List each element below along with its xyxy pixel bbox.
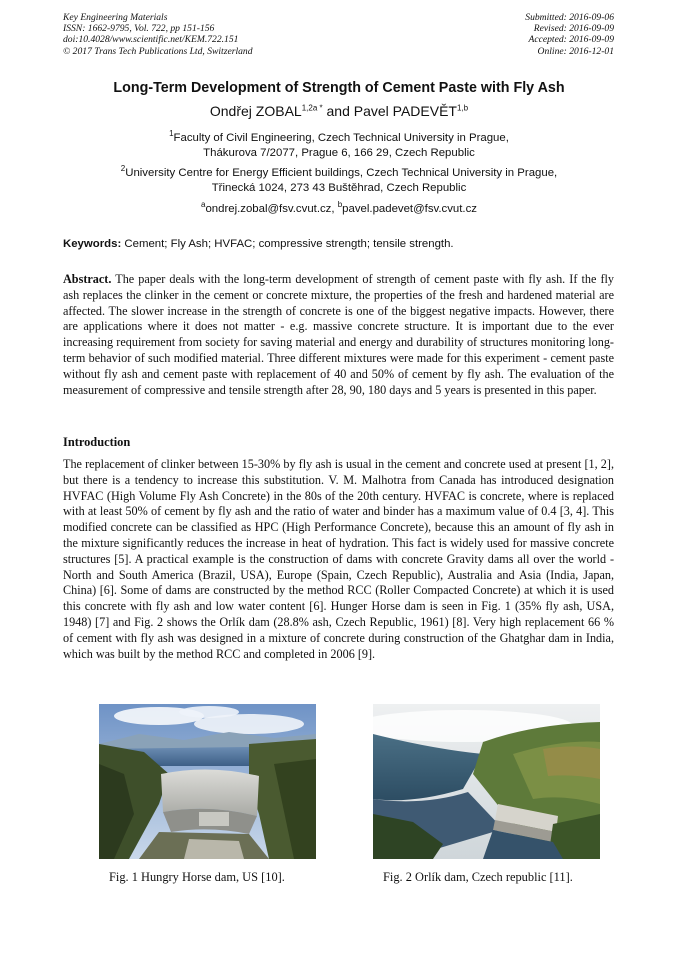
affiliation-2 (0, 166, 678, 196)
affiliation-2-number: 2 (120, 164, 126, 174)
hungry-horse-dam-image (99, 704, 316, 859)
journal-doi: doi:10.4028/www.scientific.net/KEM.722.151 (63, 34, 239, 46)
author-emails (0, 200, 678, 215)
keywords-label: Keywords: (63, 238, 122, 250)
abstract (63, 272, 614, 398)
journal-name: Key Engineering Materials (63, 12, 168, 23)
author-1-affil: 1,2a * (301, 103, 323, 113)
introduction-heading: Introduction (63, 435, 131, 449)
abstract-label: Abstract. (63, 272, 112, 286)
email-b-marker: b (337, 200, 343, 210)
journal-copyright: © 2017 Trans Tech Publications Ltd, Switzerland (63, 45, 253, 57)
paper-title: Long-Term Development of Strength of Cement Paste with Fly Ash (113, 80, 565, 96)
author-2-affil: 1,b (456, 103, 469, 113)
author-conjunction: and (322, 103, 354, 119)
author-1: Ondřej ZOBAL (209, 103, 302, 119)
email-a-marker: a (200, 200, 206, 210)
affiliation-1-line-1: Faculty of Civil Engineering, Czech Technical University in Prague, (173, 132, 509, 144)
figure-1-photo (99, 704, 316, 859)
affiliation-1 (0, 131, 678, 161)
journal-header-right (525, 12, 614, 57)
figure-1-caption: Fig. 1 Hungry Horse dam, US [10]. (109, 870, 285, 884)
date-submitted: Submitted: 2016-09-06 (525, 12, 614, 23)
figure-2-caption: Fig. 2 Orlík dam, Czech republic [11]. (383, 870, 573, 884)
introduction-text: The replacement of clinker between 15-30% by fly ash is usual in the cement and concrete used at present [1, 2], but there is a tendency to increase this substitution. V. M. Malhotra from Canada has introduced designation HVFAC (High Volume Fly Ash Concrete) in the 80s of the 20th century. HVFAC is concrete, where is replaced with at least 50% of cement by fly ash and the ratio of water and binder has a maximum value of 0.4 [3, 4]. This modified concrete can be classified as HPC (High Performance Concrete), because this an amount of fly ash in the mixture significantly reduces the increase in heat of hydration. This fact is widely used for massive concrete structures [5]. A practical example is the construction of dams with concrete Gravity dams all over the world - North and South America (Brazil, USA), Europe (Spain, Czech Republic), Australia and Asia (India, Japan, China) [6]. Some of dams are constructed by the method RCC (Roller Compacted Concrete) at which it is used this concrete with fly ash and low water content [6]. Hunger Horse dam is seen in Fig. 1 (35% fly ash, USA, 1948) [7] and Fig. 2 shows the Orlík dam (28.8% ash, Czech Republic, 1961) [8]. Very high replacement 66 % of cement with fly ash was designed in a mixture of concrete during construction of the Ghatghar dam in India, which was built by the method RCC and completed in 2006 [9]. (63, 457, 614, 661)
affiliation-1-line-2: Thákurova 7/2077, Prague 6, 166 29, Czech Republic (203, 147, 475, 159)
email-b: pavel.padevet@fsv.cvut.cz (342, 203, 477, 215)
keywords (63, 238, 616, 250)
keywords-text: Cement; Fly Ash; HVFAC; compressive strength; tensile strength. (121, 238, 454, 250)
author-line (0, 103, 678, 119)
date-online: Online: 2016-12-01 (537, 45, 614, 57)
abstract-text: The paper deals with the long-term development of strength of cement paste with fly ash. If the fly ash replaces the clinker in the cement or concrete mixture, the properties of the fresh and hardened material are affected. The slower increase in the strength of concrete is one of the biggest negative impacts. However, there are applications where it does not matter - e.g. massive concrete structure. It is important due to the ever increasing requirement from society for saving material and energy and durability of structures monitoring long-term behavior of such modified material. Three different mixtures were made for this experiment - cement paste without fly ash and cement paste with replacement of 40 and 50% of cement by fly ash. The evaluation of the measurement of compressive and tensile strength after 28, 90, 180 days and 5 years is presented in this paper. (63, 272, 614, 397)
email-a: ondrej.zobal@fsv.cvut.cz, (205, 203, 338, 215)
author-2: Pavel PADEVĚT (353, 103, 457, 119)
figure-2-photo (373, 704, 600, 859)
affiliation-1-number: 1 (169, 129, 174, 139)
orlik-dam-image (373, 704, 600, 859)
affiliation-2-line-2: Třinecká 1024, 273 43 Buštěhrad, Czech Republic (211, 182, 467, 194)
journal-issn: ISSN: 1662-9795, Vol. 722, pp 151-156 (63, 23, 215, 35)
date-revised: Revised: 2016-09-09 (533, 23, 614, 35)
journal-header-left (63, 12, 253, 57)
date-accepted: Accepted: 2016-09-09 (528, 34, 614, 46)
affiliation-2-line-1: University Centre for Energy Efficient buildings, Czech Technical University in Prague, (125, 167, 558, 179)
